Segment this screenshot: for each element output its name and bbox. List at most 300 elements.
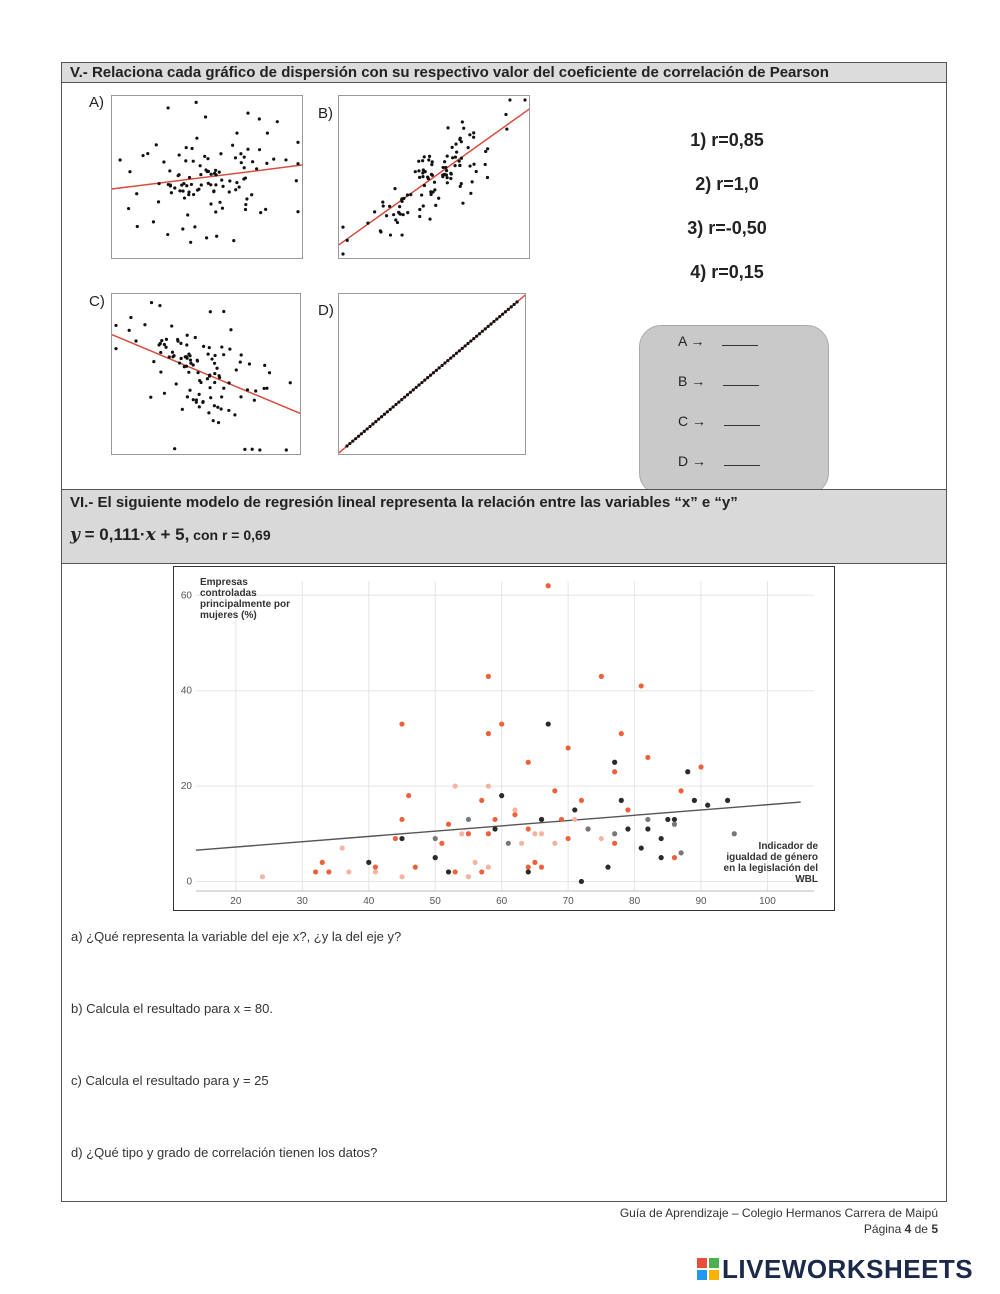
regression-line: [196, 802, 801, 850]
scatter-point: [255, 167, 258, 170]
scatter-point: [461, 347, 464, 350]
scatter-point: [177, 173, 180, 176]
y-tick-label: 0: [186, 876, 192, 888]
scatter-point: [222, 353, 225, 356]
answer-row-b: [678, 373, 759, 389]
scatter-point: [452, 354, 455, 357]
data-point-red: [479, 869, 484, 874]
scatter-point: [207, 411, 210, 414]
scatter-point: [227, 381, 230, 384]
model-x: x: [145, 525, 156, 545]
scatter-point: [157, 343, 160, 346]
data-point-pink: [373, 869, 378, 874]
data-point-dark: [579, 879, 584, 884]
scatter-point: [214, 183, 217, 186]
scatter-point: [426, 376, 429, 379]
scatter-point: [238, 185, 241, 188]
data-point-red: [539, 865, 544, 870]
data-point-pink: [532, 831, 537, 836]
scatter-point: [289, 381, 292, 384]
scatter-point: [221, 207, 224, 210]
scatter-point: [199, 381, 202, 384]
scatter-point: [220, 407, 223, 410]
scatter-point: [455, 150, 458, 153]
data-point-red: [320, 860, 325, 865]
scatter-point: [251, 448, 254, 451]
scatter-point: [427, 158, 430, 161]
x-axis-label: WBL: [795, 874, 818, 885]
data-point-red: [579, 798, 584, 803]
scatter-point: [443, 361, 446, 364]
scatter-point: [203, 155, 206, 158]
scatter-point: [168, 355, 171, 358]
scatter-point: [208, 346, 211, 349]
data-point-dark: [446, 869, 451, 874]
data-point-dark: [625, 826, 630, 831]
scatter-point: [205, 236, 208, 239]
scatter-point: [213, 404, 216, 407]
scatter-point: [246, 112, 249, 115]
scatter-point: [460, 157, 463, 160]
scatter-point: [418, 215, 421, 218]
data-point-red: [486, 674, 491, 679]
scatter-point: [295, 179, 298, 182]
data-point-pink: [512, 807, 517, 812]
scatter-point: [194, 336, 197, 339]
scatter-point: [285, 448, 288, 451]
scatter-point: [396, 221, 399, 224]
scatter-point: [220, 345, 223, 348]
scatter-point: [435, 369, 438, 372]
scatter-point: [206, 157, 209, 160]
scatter-point: [175, 382, 178, 385]
scatter-point: [422, 204, 425, 207]
data-point-red: [526, 865, 531, 870]
scatter-point: [242, 177, 245, 180]
worksheet-page: [61, 62, 947, 1202]
scatter-point: [234, 188, 237, 191]
scatter-point: [182, 182, 185, 185]
scatter-point: [400, 233, 403, 236]
model-r: con r = 0,69: [189, 527, 271, 543]
scatter-point: [204, 168, 207, 171]
scatter-point: [254, 389, 257, 392]
scatter-point: [451, 156, 454, 159]
section6-title: VI.- El siguiente modelo de regresión lineal representa la relación entre las variables “x” e “y”: [70, 494, 738, 511]
arrow-icon: →: [691, 373, 706, 389]
scatter-point: [467, 146, 470, 149]
answer-blank-d[interactable]: [724, 453, 760, 466]
scatter-point: [235, 368, 238, 371]
scatter-point: [239, 360, 242, 363]
scatter-point: [185, 343, 188, 346]
scatter-point: [185, 146, 188, 149]
scatter-point: [265, 162, 268, 165]
data-point-pink: [599, 836, 604, 841]
scatter-point: [183, 196, 186, 199]
model-y: y: [70, 525, 80, 545]
scatter-point: [209, 396, 212, 399]
scatter-point: [190, 183, 193, 186]
scatter-point: [208, 374, 211, 377]
scatter-point: [265, 387, 268, 390]
page-prefix: Página: [863, 1222, 905, 1236]
scatter-point: [188, 176, 191, 179]
scatter-point: [201, 400, 204, 403]
data-point-dark: [572, 807, 577, 812]
data-point-red: [326, 869, 331, 874]
scatter-point: [173, 447, 176, 450]
scatter-plot-a: [111, 95, 303, 259]
scatter-point: [186, 334, 189, 337]
scatter-point: [233, 413, 236, 416]
scatter-point: [345, 444, 348, 447]
scatter-point: [136, 225, 139, 228]
scatter-point: [220, 395, 223, 398]
scatter-point: [222, 310, 225, 313]
scatter-point: [296, 210, 299, 213]
answer-row-c: [678, 413, 760, 429]
plot-c-label: C): [89, 293, 105, 310]
y-tick-label: 20: [180, 781, 192, 793]
scatter-point: [214, 210, 217, 213]
y-tick-label: 40: [180, 685, 192, 697]
scatter-point: [229, 328, 232, 331]
scatter-point: [458, 159, 461, 162]
data-point-pink: [486, 865, 491, 870]
scatter-point: [472, 337, 475, 340]
scatter-point: [218, 171, 221, 174]
logo-cube-icon: [697, 1258, 719, 1280]
scatter-point: [400, 197, 403, 200]
data-point-dark: [665, 817, 670, 822]
scatter-point: [246, 148, 249, 151]
scatter-point: [445, 173, 448, 176]
scatter-point: [386, 410, 389, 413]
data-point-pink: [340, 845, 345, 850]
data-point-gray: [612, 831, 617, 836]
x-tick-label: 100: [759, 896, 776, 907]
data-point-red: [552, 788, 557, 793]
scatter-point: [366, 222, 369, 225]
scatter-point: [400, 398, 403, 401]
scatter-point: [495, 317, 498, 320]
scatter-point: [513, 303, 516, 306]
scatter-point: [240, 353, 243, 356]
scatter-point: [504, 113, 507, 116]
scatter-point: [184, 355, 187, 358]
scatter-point: [243, 166, 246, 169]
data-point-red: [526, 826, 531, 831]
scatter-point: [173, 186, 176, 189]
liveworksheets-logo: [697, 1254, 973, 1285]
scatter-point: [199, 173, 202, 176]
scatter-point: [162, 160, 165, 163]
question-a: a) ¿Qué representa la variable del eje x?, ¿y la del eje y?: [71, 929, 402, 944]
scatter-point: [159, 370, 162, 373]
scatter-point: [178, 361, 181, 364]
data-point-pink: [346, 869, 351, 874]
scatter-point: [412, 388, 415, 391]
data-point-pink: [459, 831, 464, 836]
scatter-point: [166, 233, 169, 236]
scatter-point: [460, 140, 463, 143]
scatter-point: [268, 371, 271, 374]
scatter-point: [461, 120, 464, 123]
scatter-point: [360, 432, 363, 435]
scatter-point: [428, 155, 431, 158]
scatter-point: [394, 403, 397, 406]
answer-letter: C: [678, 413, 689, 429]
x-tick-label: 50: [429, 896, 441, 907]
scatter-point: [469, 339, 472, 342]
scatter-point: [146, 152, 149, 155]
data-point-dark: [612, 760, 617, 765]
scatter-point: [418, 208, 421, 211]
scatter-point: [468, 133, 471, 136]
scatter-point: [192, 193, 195, 196]
scatter-point: [188, 389, 191, 392]
logo-text: LIVEWORKSHEETS: [722, 1254, 974, 1284]
data-point-red: [625, 807, 630, 812]
data-point-red: [639, 683, 644, 688]
scatter-point: [213, 172, 216, 175]
section6-header: [62, 489, 946, 564]
scatter-point: [363, 430, 366, 433]
y-axis-label: principalmente por: [200, 599, 291, 610]
x-tick-label: 80: [629, 896, 641, 907]
scatter-point: [471, 180, 474, 183]
scatter-point: [373, 210, 376, 213]
data-point-dark: [619, 798, 624, 803]
scatter-point: [475, 170, 478, 173]
data-point-red: [566, 836, 571, 841]
scatter-point: [192, 363, 195, 366]
data-point-gray: [645, 817, 650, 822]
scatter-point: [155, 143, 158, 146]
answer-blank-b[interactable]: [723, 373, 759, 386]
page-total: 5: [931, 1222, 938, 1236]
scatter-point: [272, 158, 275, 161]
scatter-point: [179, 342, 182, 345]
scatter-point: [221, 185, 224, 188]
answer-blank-c[interactable]: [724, 413, 760, 426]
scatter-point: [489, 322, 492, 325]
scatter-point: [244, 208, 247, 211]
x-axis-label: igualdad de género: [726, 852, 818, 863]
scatter-point: [430, 163, 433, 166]
data-point-pink: [519, 841, 524, 846]
y-tick-label: 60: [180, 590, 192, 602]
scatter-point: [444, 166, 447, 169]
scatter-point: [389, 408, 392, 411]
scatter-point: [246, 388, 249, 391]
scatter-point: [296, 141, 299, 144]
scatter-point: [515, 300, 518, 303]
scatter-point: [354, 437, 357, 440]
scatter-point: [501, 313, 504, 316]
x-tick-label: 60: [496, 896, 508, 907]
scatter-point: [195, 101, 198, 104]
scatter-point: [215, 235, 218, 238]
scatter-point: [209, 183, 212, 186]
scatter-point: [346, 239, 349, 242]
data-point-red: [486, 831, 491, 836]
data-point-red: [413, 865, 418, 870]
scatter-point: [472, 131, 475, 134]
data-point-red: [446, 822, 451, 827]
answer-row-d: [678, 453, 760, 469]
scatter-point: [243, 448, 246, 451]
scatter-point: [399, 213, 402, 216]
data-point-dark: [659, 855, 664, 860]
scatter-point: [228, 190, 231, 193]
scatter-point: [195, 398, 198, 401]
scatter-point: [118, 158, 121, 161]
scatter-point: [426, 176, 429, 179]
data-point-pink: [260, 874, 265, 879]
data-point-dark: [492, 826, 497, 831]
scatter-point: [417, 169, 420, 172]
data-point-red: [678, 788, 683, 793]
scatter-point: [453, 164, 456, 167]
data-point-red: [612, 841, 617, 846]
arrow-icon: →: [692, 413, 707, 429]
data-point-dark: [366, 860, 371, 865]
scatter-point: [468, 164, 471, 167]
scatter-point: [181, 408, 184, 411]
x-axis-label: Indicador de: [758, 841, 818, 852]
scatter-point: [449, 172, 452, 175]
option-4: 4) r=0,15: [690, 262, 764, 282]
scatter-point: [165, 338, 168, 341]
scatter-point: [209, 202, 212, 205]
section5-body: [62, 84, 946, 489]
scatter-point: [189, 358, 192, 361]
answer-letter: D: [678, 453, 689, 469]
scatter-point: [368, 425, 371, 428]
scatter-point: [409, 391, 412, 394]
scatter-point: [507, 308, 510, 311]
scatter-point: [164, 346, 167, 349]
scatter-point: [114, 347, 117, 350]
data-point-gray: [672, 822, 677, 827]
scatter-point: [431, 174, 434, 177]
data-point-dark: [526, 869, 531, 874]
data-point-red: [499, 721, 504, 726]
scatter-point: [341, 252, 344, 255]
scatter-point: [250, 193, 253, 196]
scatter-point: [409, 193, 412, 196]
data-point-red: [492, 817, 497, 822]
scatter-point: [420, 193, 423, 196]
scatter-point: [403, 396, 406, 399]
data-point-red: [645, 755, 650, 760]
data-point-red: [532, 860, 537, 865]
scatter-plot-d: [338, 293, 526, 455]
option-1: 1) r=0,85: [690, 130, 764, 150]
scatter-point: [486, 176, 489, 179]
scatter-point: [206, 377, 209, 380]
arrow-icon: →: [690, 333, 705, 349]
scatter-point: [392, 213, 395, 216]
scatter-point: [196, 371, 199, 374]
data-point-gray: [585, 826, 590, 831]
scatter-point: [446, 126, 449, 129]
scatter-point: [424, 170, 427, 173]
data-point-red: [439, 841, 444, 846]
scatter-point: [199, 164, 202, 167]
x-tick-label: 90: [695, 896, 707, 907]
answer-letter: A: [678, 333, 687, 349]
scatter-point: [170, 324, 173, 327]
question-c: c) Calcula el resultado para y = 25: [71, 1073, 269, 1088]
scatter-point: [235, 181, 238, 184]
data-point-dark: [546, 721, 551, 726]
scatter-point: [232, 239, 235, 242]
y-axis-label: mujeres (%): [200, 610, 257, 621]
scatter-point: [251, 160, 254, 163]
data-point-dark: [605, 865, 610, 870]
scatter-point: [440, 364, 443, 367]
scatter-point: [243, 156, 246, 159]
scatter-point: [381, 200, 384, 203]
scatter-point: [508, 98, 511, 101]
data-point-dark: [639, 845, 644, 850]
scatter-point: [464, 344, 467, 347]
scatter-point: [114, 324, 117, 327]
scatter-point: [189, 241, 192, 244]
scatter-point: [462, 127, 465, 130]
scatter-point: [259, 211, 262, 214]
scatter-point: [208, 386, 211, 389]
data-point-red: [599, 674, 604, 679]
scatter-point: [446, 176, 449, 179]
scatter-point: [160, 339, 163, 342]
option-3: 3) r=-0,50: [687, 218, 767, 238]
scatter-point: [458, 164, 461, 167]
scatter-point: [428, 218, 431, 221]
scatter-point: [263, 364, 266, 367]
data-point-dark: [499, 793, 504, 798]
answer-blank-a[interactable]: [722, 333, 758, 346]
data-point-pink: [466, 874, 471, 879]
scatter-point: [253, 399, 256, 402]
scatter-point: [216, 406, 219, 409]
scatter-point: [213, 362, 216, 365]
scatter-point: [185, 184, 188, 187]
scatter-point: [389, 233, 392, 236]
scatter-point: [128, 329, 131, 332]
data-point-dark: [692, 798, 697, 803]
scatter-point: [417, 160, 420, 163]
page-number: 4: [904, 1222, 912, 1236]
data-point-red: [672, 855, 677, 860]
scatter-point: [141, 154, 144, 157]
answer-letter: B: [678, 373, 688, 389]
scatter-point: [466, 342, 469, 345]
data-point-gray: [506, 841, 511, 846]
scatter-point: [398, 205, 401, 208]
scatter-point: [379, 229, 382, 232]
scatter-point: [475, 335, 478, 338]
answer-box: [639, 325, 829, 495]
scatter-point: [432, 371, 435, 374]
scatter-point: [127, 207, 130, 210]
scatter-point: [406, 393, 409, 396]
scatter-point: [455, 352, 458, 355]
scatter-point: [245, 197, 248, 200]
